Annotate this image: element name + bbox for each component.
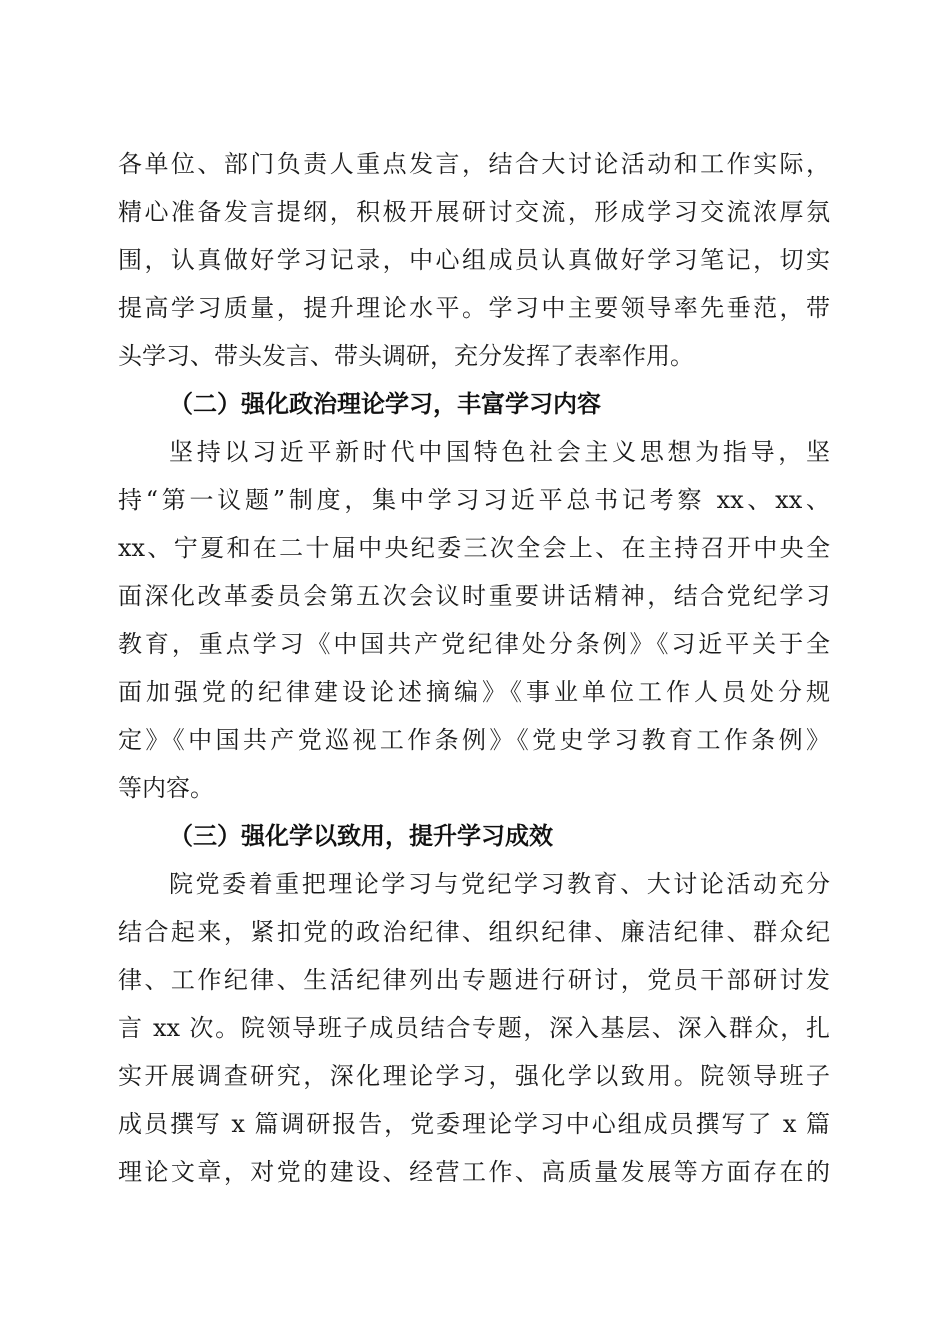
paragraph-line: 律、工作纪律、生活纪律列出专题进行研讨，党员干部研讨发: [118, 966, 830, 994]
paragraph-line: 围，认真做好学习记录，中心组成员认真做好学习笔记，切实: [118, 246, 830, 274]
paragraph-line: 定》《中国共产党巡视工作条例》《党史学习教育工作条例》: [118, 726, 830, 754]
paragraph-line: 面深化改革委员会第五次会议时重要讲话精神，结合党纪学习: [118, 582, 830, 610]
paragraph-line: 成员撰写 x 篇调研报告，党委理论学习中心组成员撰写了 x 篇: [118, 1110, 830, 1138]
paragraph-line: 精心准备发言提纲，积极开展研讨交流，形成学习交流浓厚氛: [118, 198, 830, 226]
section-heading-3: （三）强化学以致用，提升学习成效: [169, 821, 553, 850]
paragraph-3: [118, 860, 830, 1196]
paragraph-line: 实开展调查研究，深化理论学习，强化学以致用。院领导班子: [118, 1062, 830, 1090]
paragraph-2: [118, 428, 830, 812]
paragraph-line: 坚持以习近平新时代中国特色社会主义思想为指导，坚: [169, 438, 830, 466]
paragraph-line: 持“第一议题”制度，集中学习习近平总书记考察 xx、xx、: [118, 486, 830, 514]
paragraph-line: 各单位、部门负责人重点发言，结合大讨论活动和工作实际，: [118, 150, 830, 178]
paragraph-line: 提高学习质量，提升理论水平。学习中主要领导率先垂范，带: [118, 294, 830, 322]
document-body: [118, 140, 830, 1196]
paragraph-line: 教育，重点学习《中国共产党纪律处分条例》《习近平关于全: [118, 630, 830, 658]
paragraph-line: 言 xx 次。院领导班子成员结合专题，深入基层、深入群众，扎: [118, 1014, 830, 1042]
paragraph-line: 面加强党的纪律建设论述摘编》《事业单位工作人员处分规: [118, 678, 830, 706]
paragraph-line: 理论文章，对党的建设、经营工作、高质量发展等方面存在的: [118, 1158, 830, 1186]
section-heading-2: （二）强化政治理论学习，丰富学习内容: [169, 389, 601, 418]
paragraph-line: xx、宁夏和在二十届中央纪委三次全会上、在主持召开中央全: [118, 534, 830, 562]
paragraph-line: 院党委着重把理论学习与党纪学习教育、大讨论活动充分: [169, 870, 830, 898]
paragraph-line: 等内容。: [118, 774, 214, 802]
paragraph-1: [118, 140, 830, 380]
paragraph-line: 头学习、带头发言、带头调研，充分发挥了表率作用。: [118, 342, 694, 370]
paragraph-line: 结合起来，紧扣党的政治纪律、组织纪律、廉洁纪律、群众纪: [118, 918, 830, 946]
